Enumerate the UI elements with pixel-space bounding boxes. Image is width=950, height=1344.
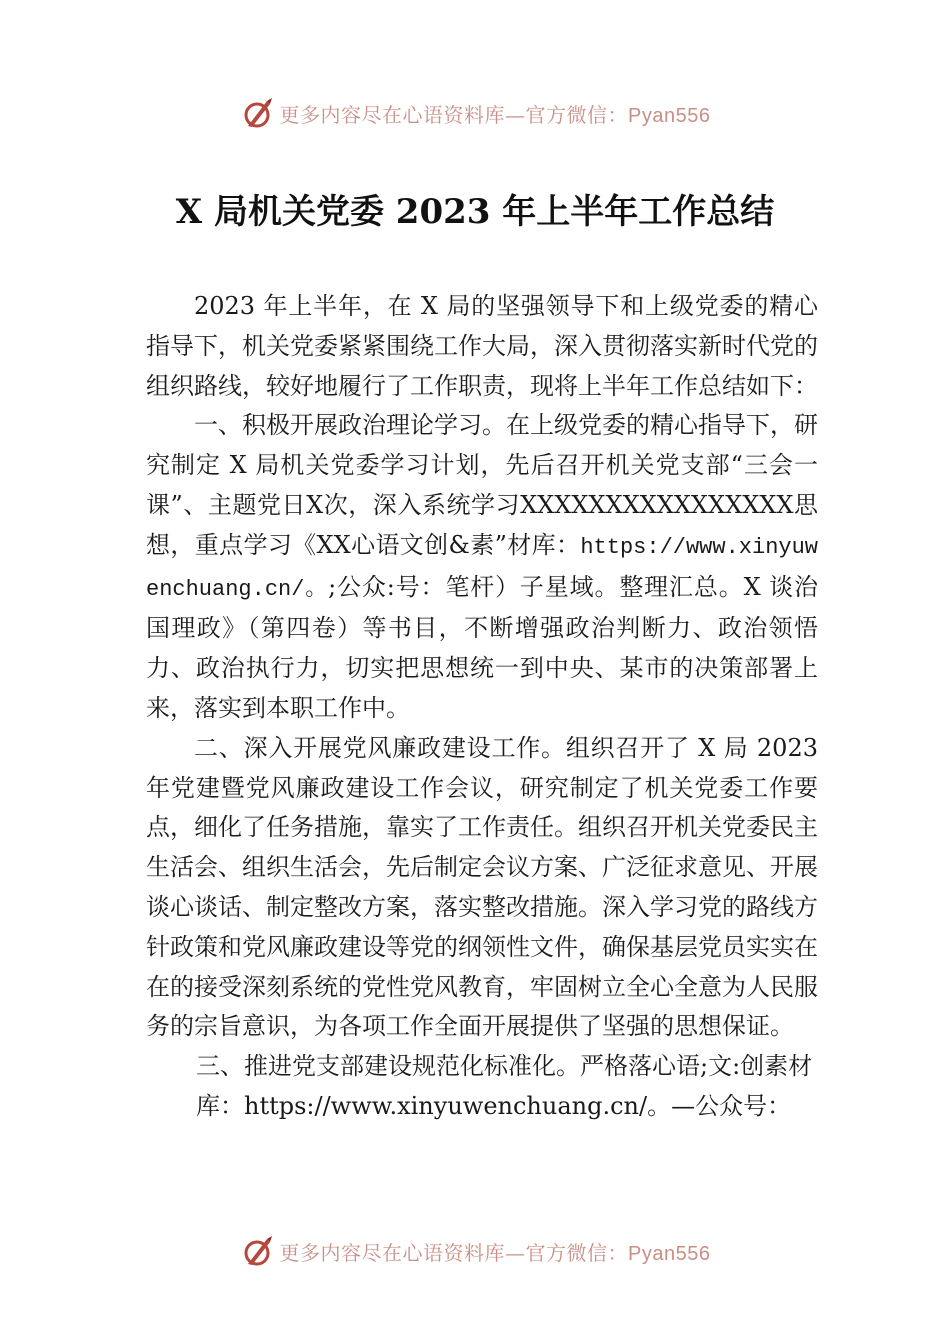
watermark-text: 更多内容尽在心语资料库—官方微信：Pyan556 <box>279 1240 711 1265</box>
paragraph-intro: 2023 年上半年，在 X 局的坚强领导下和上级党委的精心指导下，机关党委紧紧围绕工作大局，深入贯彻落实新时代党的组织路线，较好地履行了工作职责，现将上半年工作总结如下： <box>146 292 818 400</box>
document-title: X 局机关党委 2023 年上半年工作总结 <box>175 192 775 232</box>
watermark-header <box>0 96 950 130</box>
paragraph-section-3: 三、推进党支部建设规范化标准化。严格落心语;文:创素材库：https://www.xinyuwenchuang.cn/。—公众号： <box>196 1052 813 1120</box>
url-text: https://www.xinyuwenchuang.cn/。 <box>146 534 818 602</box>
document-body <box>146 287 818 1127</box>
watermark-footer <box>0 1234 950 1268</box>
quill-pen-logo-icon <box>240 96 274 130</box>
paragraph-section-1: 一、积极开展政治理论学习。在上级党委的精心指导下，研究制定 X 局机关党委学习计划，先后召开机关党支部“三会一课”、主题党日X次，深入系统学习XXXXXXXXXXXXXXXX思想，重点学习《XX心语文创&素”材库：https://www.xinyuwenchuang.cn/。;公众:号：笔杆）子星域。整理汇总。X 谈治国理政》（第四卷）等书目，不断增强政治判断力、政治领悟力、政治执行力，切实把思想统一到中央、某市的决策部署上来，落实到本职工作中。 <box>146 411 818 722</box>
watermark-text: 更多内容尽在心语资料库—官方微信：Pyan556 <box>279 102 711 127</box>
url-text: https://www.xinyuwenchuang.cn/。 <box>244 1091 672 1120</box>
quill-pen-logo-icon <box>240 1234 274 1268</box>
paragraph-section-2: 二、深入开展党风廉政建设工作。组织召开了 X 局 2023 年党建暨党风廉政建设工作会议，研究制定了机关党委工作要点，细化了任务措施，靠实了工作责任。组织召开机关党委民主生活会、组织生活会，先后制定会议方案、广泛征求意见、开展谈心谈话、制定整改方案，落实整改措施。深入学习党的路线方针政策和党风廉政建设等党的纲领性文件，确保基层党员实实在在的接受深刻系统的党性党风教育，牢固树立全心全意为人民服务的宗旨意识，为各项工作全面开展提供了坚强的思想保证。 <box>146 733 818 1041</box>
